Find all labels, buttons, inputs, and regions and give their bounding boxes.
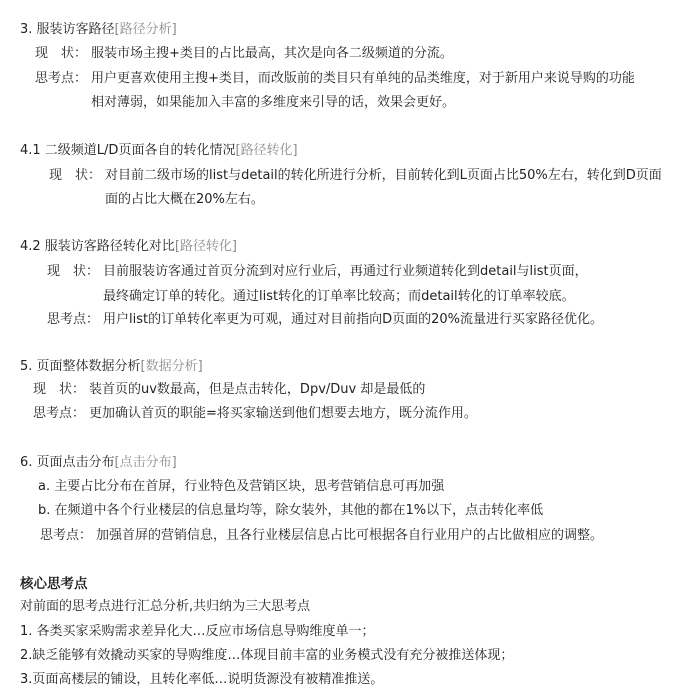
row-label: 现 状： <box>47 264 100 279</box>
section-heading <box>20 238 237 256</box>
row-label: 思考点： <box>40 528 93 543</box>
summary-intro: 对前面的思考点进行汇总分析,共归纳为三大思考点 <box>20 599 311 614</box>
list-item: b. 在频道中各个行业楼层的信息量均等，除女装外，其他的都在1%以下，点击转化率低 <box>38 503 544 518</box>
section-tag: [路径转化] <box>235 143 298 158</box>
row-text: 用户更喜欢使用主搜+类目，而改版前的类目只有单纯的品类维度，对于新用户来说导购的功能 <box>91 71 635 86</box>
section-heading <box>20 21 177 39</box>
row-label: 思考点： <box>33 406 86 421</box>
row-text: 对目前二级市场的list与detail的转化所进行分析，目前转化到L页面占比50%左右，转化到D页面 <box>105 168 662 183</box>
row-label: 现 状： <box>35 46 88 61</box>
row-label: 现 状： <box>49 168 102 183</box>
section-tag: [点击分布] <box>114 455 177 470</box>
section-tag: [路径分析] <box>114 22 177 37</box>
section-title: 6. 页面点击分布 <box>20 455 115 470</box>
summary-point: 1. 各类买家采购需求差异化大…反应市场信息导购维度单一； <box>20 624 375 639</box>
row-text-continued: 相对薄弱，如果能加入丰富的多维度来引导的话，效果会更好。 <box>91 95 456 110</box>
summary-point: 2.缺乏能够有效撬动买家的导购维度…体现目前丰富的业务模式没有充分被推送体现； <box>20 648 514 663</box>
section-heading <box>20 358 203 376</box>
row-text: 服装市场主搜+类目的占比最高，其次是向各二级频道的分流。 <box>91 46 453 61</box>
section-title: 5. 页面整体数据分析 <box>20 359 141 374</box>
section-title: 4.1 二级频道L/D页面各自的转化情况 <box>20 143 236 158</box>
row-text: 加强首屏的营销信息，且各行业楼层信息占比可根据各自行业用户的占比做相应的调整。 <box>96 528 604 543</box>
section-tag: [路径转化] <box>174 239 237 254</box>
section-title: 3. 服装访客路径 <box>20 22 115 37</box>
summary-title: 核心思考点 <box>20 576 88 592</box>
row-text: 目前服装访客通过首页分流到对应行业后，再通过行业频道转化到detail与list页面， <box>103 264 588 279</box>
row-text: 更加确认首页的职能=将买家输送到他们想要去地方，既分流作用。 <box>89 406 477 421</box>
section-title: 4.2 服装访客路径转化对比 <box>20 239 175 254</box>
row-label: 思考点： <box>35 71 88 86</box>
summary-point: 3.页面高楼层的铺设，且转化率低…说明货源没有被精准推送。 <box>20 672 384 687</box>
row-label: 思考点： <box>47 312 100 327</box>
section-heading <box>20 142 298 160</box>
row-label: 现 状： <box>33 382 86 397</box>
row-text: 装首页的uv数最高，但是点击转化，Dpv/Duv 却是最低的 <box>89 382 426 397</box>
row-text-continued: 最终确定订单的转化。通过list转化的订单率比较高；而detail转化的订单率较底。 <box>103 289 575 304</box>
section-tag: [数据分析] <box>140 359 203 374</box>
row-text-continued: 面的占比大概在20%左右。 <box>105 192 264 207</box>
section-heading <box>20 454 177 472</box>
list-item: a. 主要占比分布在首屏，行业特色及营销区块，思考营销信息可再加强 <box>38 479 445 494</box>
row-text: 用户list的订单转化率更为可观，通过对目前指向D页面的20%流量进行买家路径优化。 <box>103 312 603 327</box>
